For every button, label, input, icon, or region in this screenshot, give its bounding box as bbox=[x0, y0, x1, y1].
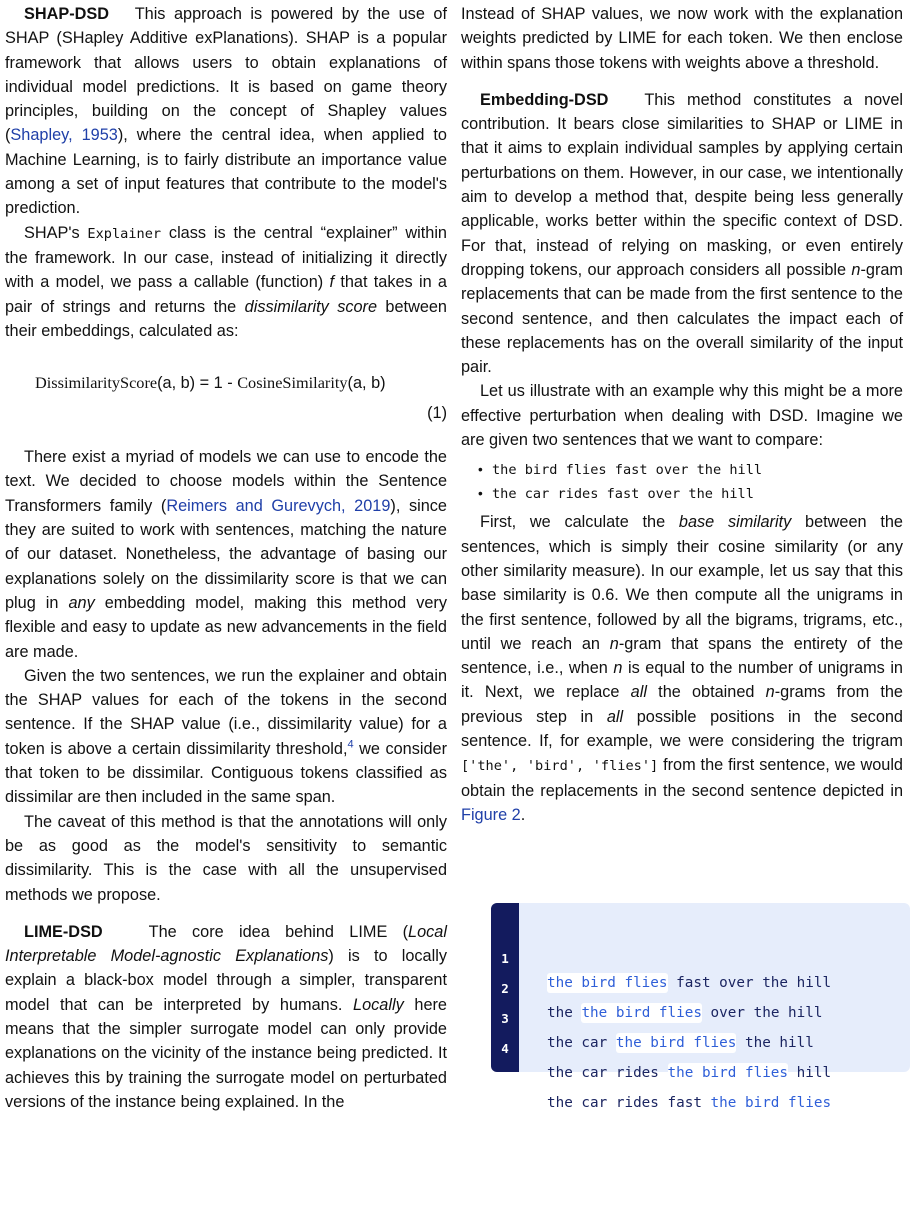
equation-number: (1) bbox=[427, 404, 447, 423]
shap-paragraph-2: SHAP's Explainer class is the central “explainer” within the framework. In our case, instead of initializing it directly with a model, we pass a callable (function) f that takes in a pair of strings and returns the dissimilarity score between their embeddings, calculated as: bbox=[5, 223, 447, 340]
line-number: 2 bbox=[501, 981, 509, 996]
line-number: 4 bbox=[501, 1041, 509, 1056]
citation-shapley[interactable]: Shapley, 1953 bbox=[10, 126, 118, 145]
list-item: • the bird flies fast over the hill bbox=[478, 458, 903, 482]
embedding-paragraph-2: Let us illustrate with an example why this might be a more effective perturbation when dealing with DSD. Imagine we are given two sentences that we want to compare: bbox=[461, 382, 903, 450]
right-column bbox=[461, 0, 903, 827]
citation-reimers[interactable]: Reimers and Gurevych, 2019 bbox=[166, 496, 391, 515]
embedding-paragraph-3: First, we calculate the base similarity between the sentences, which is simply their cosine similarity (or any other similarity measure). In our example, let us say that this base similarity is 0.6. We then compute all the unigrams in the first sentence, followed by all the bigrams, trigrams, etc., until we reach an n-gram that spans the entirety of the sentence, i.e., when n is equal to the number of unigrams in it. Next, we replace all the obtained n-grams from the previous step in all possible positions in the second sentence. If, for example, we were considering the trigram ['the', 'bird', 'flies'] from the first sentence, we would obtain the replacements in the second sentence depicted in Figure 2. bbox=[461, 513, 903, 824]
shap-paragraph-1: SHAP-DSD This approach is powered by the use of SHAP (SHapley Additive exPlanations). SHAP is a popular framework that allows users to obtain explanations of individual model predictions. It is based on game theory principles, building on the concept of Shapley values (Shapley, 1953), where the central idea, when applied to Machine Learning, is to fairly distribute an importance value among a set of input features that contribute to the model's prediction. bbox=[5, 5, 448, 218]
figure-2-code-block bbox=[491, 903, 910, 1111]
bullet-icon: • bbox=[478, 462, 483, 478]
example-sentence-list bbox=[461, 458, 903, 506]
list-item: • the car rides fast over the hill bbox=[478, 482, 903, 506]
ngram-highlight: the bird flies bbox=[581, 1005, 702, 1021]
shap-paragraph-4: Given the two sentences, we run the explainer and obtain the SHAP values for each of the tokens in the second sentence. If the SHAP value (i.e., dissimilarity value) for a token is above a certain dissimilarity threshold,$^4$ we consider that token to be dissimilar. Contiguous tokens classified as dissimilar are then included in the same span. bbox=[5, 666, 447, 807]
lime-paragraph-1: LIME-DSD The core idea behind LIME (Local Interpretable Model-agnostic Explanations) is to locally explain a black-box model through a simpler, transparent model that can be interpreted by humans. Locally here means that the simpler surrogate model can only provide explanations on the vicinity of the instance being predicted. It achieves this by training the surrogate model on perturbated versions of the instance being explained. In the bbox=[5, 922, 447, 1111]
line-number: 3 bbox=[501, 1011, 509, 1026]
embedding-paragraph-1: Embedding-DSD This method constitutes a novel contribution. It bears close similarities to SHAP or LIME in that it aims to explain individual samples by applying certain perturbations on them. However, in our case, we intentionally aim to develop a method that, despite being less generally applicable, works better within the specific context of DSD. For that, instead of relying on masking, or even entirely dropping tokens, our approach considers all possible n-gram replacements that can be made from the first sentence to the second sentence, and then calculates the impact each of these replacements has on the overall similarity of the input pair. bbox=[461, 90, 903, 377]
equation-body: DissimilarityScore(a, b) = 1 - CosineSimilarity(a, b) bbox=[35, 373, 386, 393]
left-column bbox=[5, 0, 447, 1114]
ngram-highlight: the bird flies bbox=[547, 975, 668, 991]
code-line-text: the car rides the bird flies hill bbox=[547, 1065, 832, 1081]
shap-dsd-heading: SHAP-DSD bbox=[24, 5, 110, 23]
shap-paragraph-3: There exist a myriad of models we can use to encode the text. We decided to choose models within the Sentence Transformers family (Reimers and Gurevych, 2019), since they are suited to work with sentences, matching the nature of our dataset. Nonetheless, the advantage of basing our explanations solely on the dissimilarity score is that we can plug in any embedding model, making this method very flexible and easy to update as new advancements in the field are made. bbox=[5, 448, 447, 661]
embedding-dsd-heading: Embedding-DSD bbox=[480, 90, 609, 109]
code-line-text: the car rides fast the bird flies bbox=[547, 1095, 832, 1111]
explainer-code: Explainer bbox=[87, 225, 162, 242]
lime-continuation: Instead of SHAP values, we now work with the explanation weights predicted by LIME for each token. We then enclose within spans those tokens with weights above a threshold. bbox=[461, 5, 903, 72]
trigram-code: ['the', 'bird', 'flies'] bbox=[461, 758, 659, 775]
ngram-highlight: the bird flies bbox=[667, 1065, 789, 1081]
code-line-text: the car the bird flies the hill bbox=[547, 1035, 814, 1051]
code-line-text: the the bird flies over the hill bbox=[547, 1005, 823, 1021]
ngram-highlight: the bird flies bbox=[710, 1095, 832, 1111]
ngram-highlight: the bird flies bbox=[615, 1035, 737, 1051]
shap-paragraph-5: The caveat of this method is that the annotations will only be as good as the model's sensitivity to semantic dissimilarity. This is the case with all the unsupervised methods we propose. bbox=[5, 812, 447, 904]
footnote-4-link[interactable]: 4 bbox=[347, 738, 354, 751]
equation-1 bbox=[5, 351, 447, 425]
bullet-icon: • bbox=[478, 486, 483, 502]
code-line-text: the bird flies fast over the hill bbox=[547, 975, 832, 991]
line-number: 1 bbox=[501, 951, 509, 966]
line-number: 5 bbox=[501, 1071, 509, 1086]
figure-2-link[interactable]: Figure 2 bbox=[461, 805, 521, 824]
code-line-1 bbox=[491, 923, 832, 991]
lime-dsd-heading: LIME-DSD bbox=[24, 922, 103, 941]
